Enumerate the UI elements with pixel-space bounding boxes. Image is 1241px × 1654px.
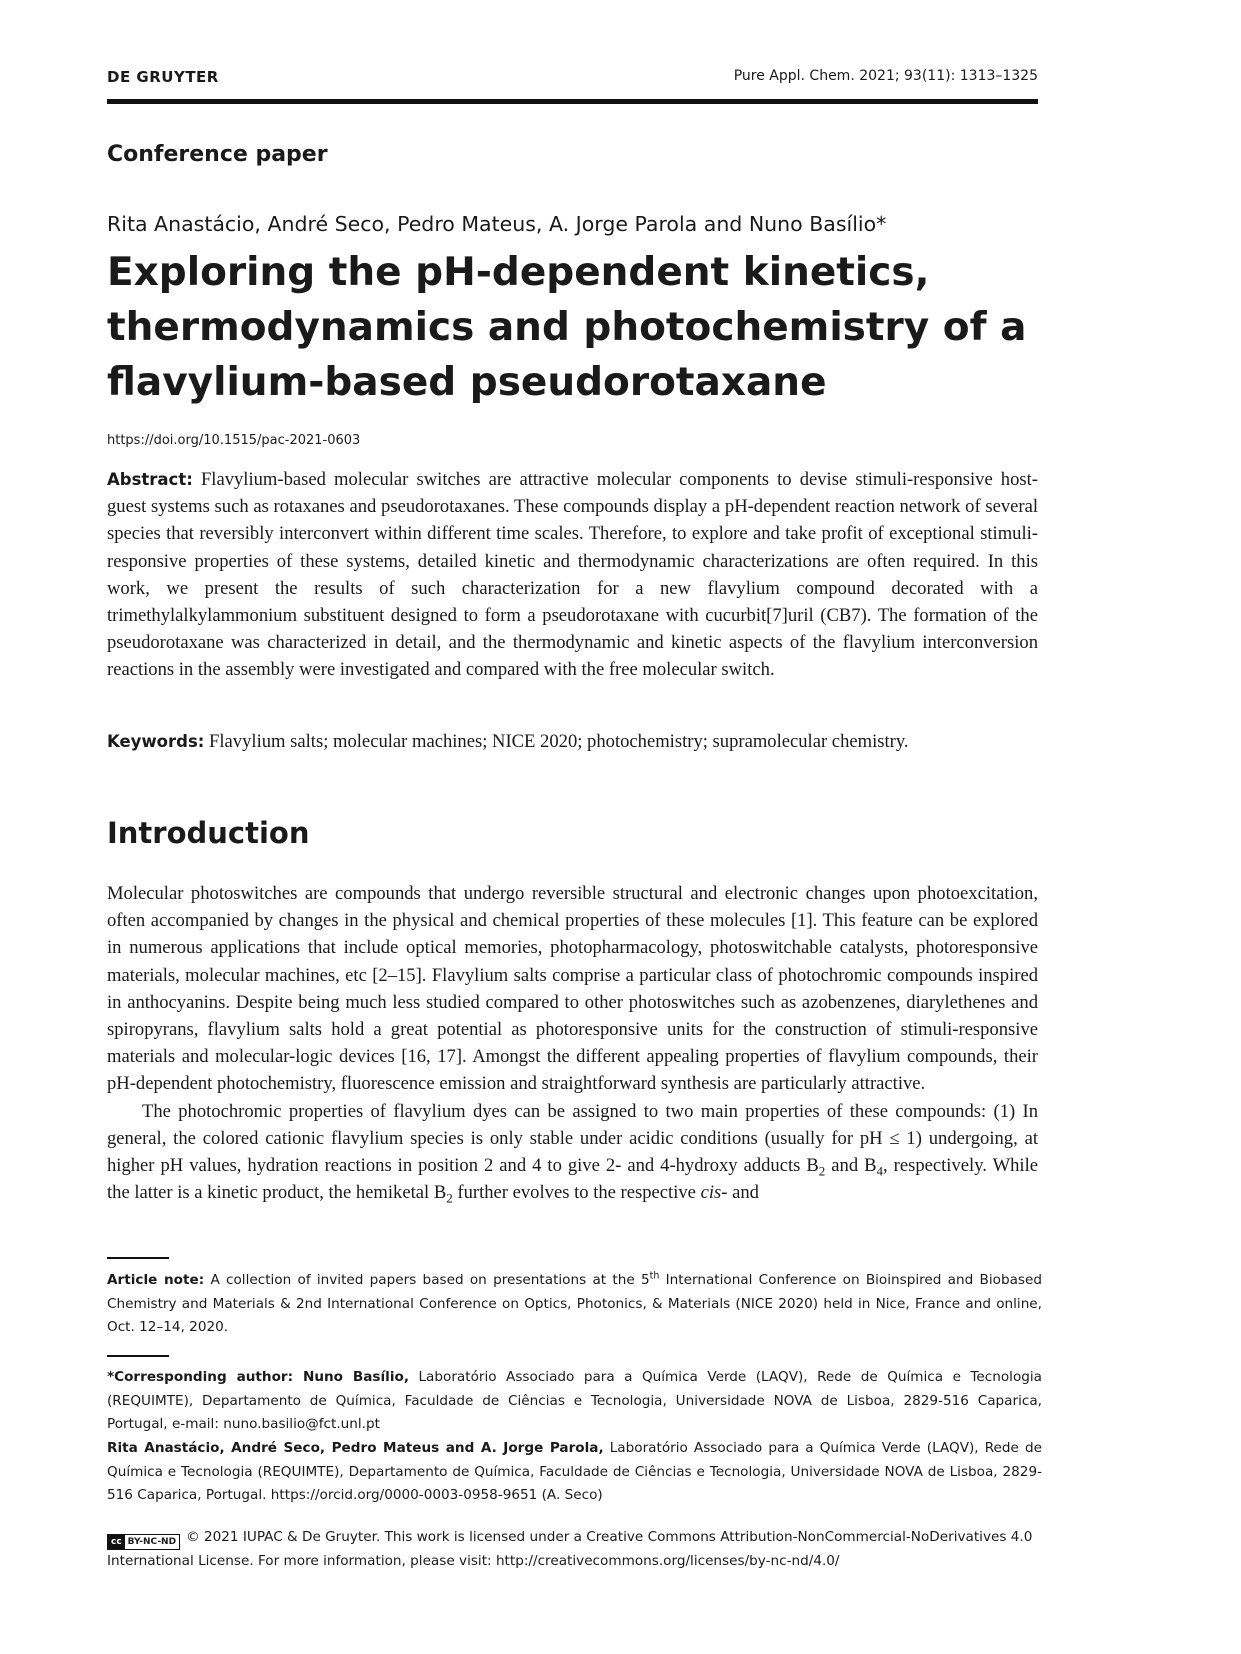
journal-reference: Pure Appl. Chem. 2021; 93(11): 1313–1325	[733, 68, 1038, 84]
paragraph-1: Molecular photoswitches are compounds that undergo reversible structural and electronic changes upon photoexcitation, often accompanied by changes in the physical and chemical properties of these molecules [1]. This feature can be explored in numerous applications that include optical memories, photopharmacology, photoswitchable catalysts, photoresponsive materials, molecular machines, etc [2–15]. Flavylium salts comprise a particular class of photochromic compounds inspired in anthocyanins. Despite being much less studied compared to other photoswitches such as azobenzenes, diarylethenes and spiropyrans, flavylium salts hold a great potential as photoresponsive units for the construction of stimuli-responsive materials and molecular-logic devices [16, 17]. Amongst the different appealing properties of flavylium compounds, their pH-dependent photochemistry, fluorescence emission and straightforward synthesis are particularly attractive.	[107, 883, 1038, 1095]
cc-license-badge-icon[interactable]: cc BY-NC-ND	[107, 1534, 180, 1550]
abstract-text: Flavylium-based molecular switches are attractive molecular components to devise stimuli-responsive host-guest systems such as rotaxanes and pseudorotaxanes. These compounds display a pH-dependent reaction network of several species that reversibly interconvert within different time scales. Therefore, to explore and take profit of exceptional stimuli-responsive properties of these systems, detailed kinetic and thermodynamic characterizations are often required. In this work, we present the results of such characterization for a new flavylium compound decorated with a trimethylalkylammonium substituent designed to form a pseudorotaxane with cucurbit[7]uril (CB7). The formation of the pseudorotaxane was characterized in detail, and the thermodynamic and kinetic aspects of the flavylium interconversion reactions in the assembly were investigated and compared with the free molecular switch.	[107, 469, 1038, 681]
introduction-body	[107, 880, 1038, 1206]
coauthors-affiliation-note: Rita Anastácio, André Seco, Pedro Mateus and A. Jorge Parola, Laboratório Associado para a Química Verde (LAQV), Rede de Química e Tecnologia (REQUIMTE), Departamento de Química, Faculdade de Ciências e Tecnologia, Universidade NOVA de Lisboa, 2829-516 Caparica, Portugal. https://orcid.org/0000-0003-0958-9651 (A. Seco)	[107, 1440, 1042, 1503]
publisher-name: DE GRUYTER	[107, 68, 219, 86]
header-rule	[107, 99, 1038, 104]
corresponding-author-note: *Corresponding author: Nuno Basílio, Laboratório Associado para a Química Verde (LAQV), Rede de Química e Tecnologia (REQUIMTE), Departamento de Química, Faculdade de Ciências e Tecnologia, Universidade NOVA de Lisboa, 2829-516 Caparica, Portugal, e-mail: nuno.basilio@fct.unl.pt	[107, 1369, 1042, 1432]
license-note	[107, 1526, 1042, 1572]
footnote-rule	[107, 1257, 169, 1259]
paper-type: Conference paper	[107, 142, 328, 167]
abstract	[107, 466, 1038, 684]
abstract-label: Abstract:	[107, 470, 193, 489]
article-note: Article note: A collection of invited papers based on presentations at the 5th International Conference on Bioinspired and Biobased Chemistry and Materials & 2nd International Conference on Optics, Photonics, & Materials (NICE 2020) held in Nice, France and online, Oct. 12–14, 2020.	[107, 1270, 1042, 1335]
doi-link[interactable]: https://doi.org/10.1515/pac-2021-0603	[107, 433, 361, 448]
introduction-heading: Introduction	[107, 816, 310, 850]
footnote-rule	[107, 1355, 169, 1357]
paper-title: Exploring the pH-dependent kinetics, thermodynamics and photochemistry of a flavylium-based pseudorotaxane	[107, 250, 1027, 405]
keywords	[107, 728, 1038, 755]
paragraph-2: The photochromic properties of flavylium dyes can be assigned to two main properties of these compounds: (1) In general, the colored cationic flavylium species is only stable under acidic conditions (usually for pH ≤ 1) undergoing, at higher pH values, hydration reactions in position 2 and 4 to give 2- and 4-hydroxy adducts $B_2$ and $B_4$, respectively. While the latter is a kinetic product, the hemiketal $B_2$ further evolves to the respective cis- and	[107, 1100, 1039, 1206]
license-text: © 2021 IUPAC & De Gruyter. This work is licensed under a Creative Commons Attribution-NonCommercial-NoDerivatives 4.0 International License. For more information, please visit: http://creativecommons.org/licenses/by-nc-nd/4.0/	[107, 1529, 1033, 1569]
keywords-text: Flavylium salts; molecular machines; NICE 2020; photochemistry; supramolecular chemistry.	[209, 731, 909, 752]
keywords-label: Keywords:	[107, 732, 205, 751]
author-list: Rita Anastácio, André Seco, Pedro Mateus, A. Jorge Parola and Nuno Basílio*	[107, 212, 887, 236]
